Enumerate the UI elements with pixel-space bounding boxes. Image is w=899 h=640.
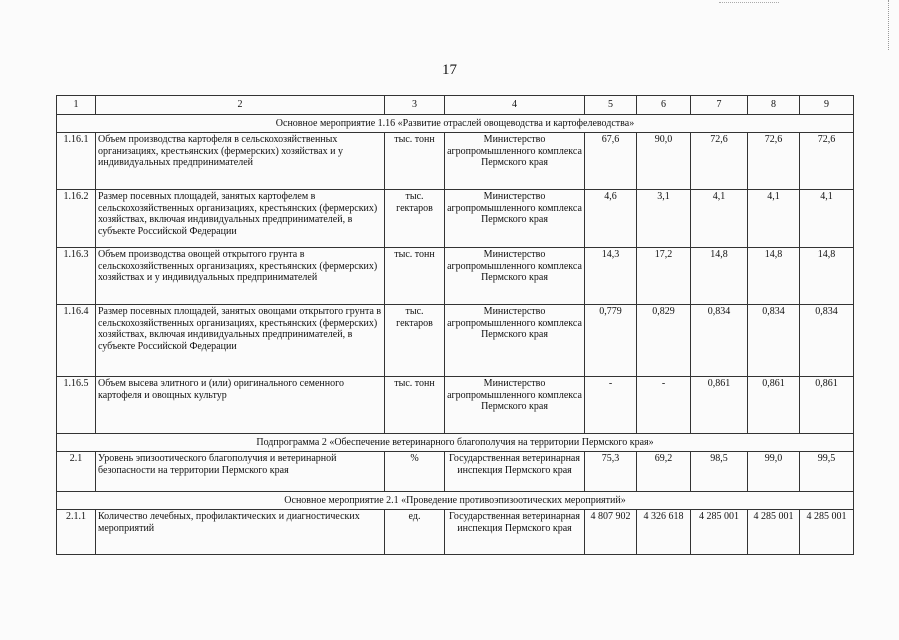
table-header-row [57, 96, 854, 115]
value-cell: 72,6 [691, 133, 748, 190]
value-cell: 0,861 [800, 377, 854, 434]
value-cell: 4,1 [800, 190, 854, 248]
header-cell: 2 [96, 96, 385, 115]
indicator-unit: тыс. тонн [385, 248, 445, 305]
indicator-unit: тыс. тонн [385, 377, 445, 434]
value-cell: - [585, 377, 637, 434]
value-cell: 14,3 [585, 248, 637, 305]
indicator-number: 1.16.5 [57, 377, 96, 434]
section-title: Основное мероприятие 2.1 «Проведение противоэпизоотических мероприятий» [57, 492, 854, 510]
value-cell: 90,0 [637, 133, 691, 190]
indicator-name: Уровень эпизоотического благополучия и ветеринарной безопасности на территории Пермского края [96, 452, 385, 492]
value-cell: 0,829 [637, 305, 691, 377]
table-row [57, 377, 854, 434]
indicator-unit: ед. [385, 510, 445, 555]
table-row [57, 510, 854, 555]
value-cell: 99,0 [748, 452, 800, 492]
section-title: Основное мероприятие 1.16 «Развитие отраслей овощеводства и картофелеводства» [57, 115, 854, 133]
value-cell: 14,8 [691, 248, 748, 305]
responsible-org: Министерство агропромышленного комплекса Пермского края [445, 248, 585, 305]
indicator-number: 1.16.3 [57, 248, 96, 305]
value-cell: 0,834 [748, 305, 800, 377]
indicator-name: Размер посевных площадей, занятых овощами открытого грунта в сельскохозяйственных организациях, крестьянских (фермерских) хозяйствах, включая индивидуальных предпринимателей, в субъекте Российской Федерации [96, 305, 385, 377]
table-row [57, 452, 854, 492]
indicator-unit: тыс. гектаров [385, 190, 445, 248]
header-cell: 3 [385, 96, 445, 115]
value-cell: 0,861 [691, 377, 748, 434]
section-title-row [57, 115, 854, 133]
responsible-org: Государственная ветеринарная инспекция Пермского края [445, 510, 585, 555]
table-row [57, 305, 854, 377]
value-cell: 0,834 [800, 305, 854, 377]
table-row [57, 133, 854, 190]
value-cell: 72,6 [748, 133, 800, 190]
header-cell: 8 [748, 96, 800, 115]
indicator-number: 2.1 [57, 452, 96, 492]
value-cell: 72,6 [800, 133, 854, 190]
indicator-name: Объем высева элитного и (или) оригинального семенного картофеля и овощных культур [96, 377, 385, 434]
responsible-org: Министерство агропромышленного комплекса Пермского края [445, 133, 585, 190]
value-cell: 67,6 [585, 133, 637, 190]
header-cell: 6 [637, 96, 691, 115]
value-cell: 3,1 [637, 190, 691, 248]
scan-edge-mark [882, 0, 889, 50]
indicator-name: Размер посевных площадей, занятых картофелем в сельскохозяйственных организациях, крестьянских (фермерских) хозяйствах, включая индивидуальных предпринимателей, в субъекте Российской Федерации [96, 190, 385, 248]
value-cell: 4 807 902 [585, 510, 637, 555]
value-cell: - [637, 377, 691, 434]
scan-top-mark [719, 2, 779, 3]
indicator-unit: тыс. тонн [385, 133, 445, 190]
indicator-number: 1.16.4 [57, 305, 96, 377]
indicator-unit: тыс. гектаров [385, 305, 445, 377]
indicator-number: 1.16.2 [57, 190, 96, 248]
table-row [57, 190, 854, 248]
value-cell: 4,6 [585, 190, 637, 248]
value-cell: 4,1 [748, 190, 800, 248]
value-cell: 4 285 001 [748, 510, 800, 555]
section-title-row [57, 434, 854, 452]
indicators-table [56, 95, 854, 555]
responsible-org: Министерство агропромышленного комплекса Пермского края [445, 190, 585, 248]
value-cell: 4 285 001 [800, 510, 854, 555]
table-row [57, 248, 854, 305]
value-cell: 4 326 618 [637, 510, 691, 555]
value-cell: 4 285 001 [691, 510, 748, 555]
indicator-number: 2.1.1 [57, 510, 96, 555]
header-cell: 7 [691, 96, 748, 115]
value-cell: 99,5 [800, 452, 854, 492]
header-cell: 5 [585, 96, 637, 115]
section-title-row [57, 492, 854, 510]
page-number: 17 [442, 62, 457, 78]
value-cell: 0,779 [585, 305, 637, 377]
indicator-unit: % [385, 452, 445, 492]
header-cell: 1 [57, 96, 96, 115]
responsible-org: Министерство агропромышленного комплекса Пермского края [445, 377, 585, 434]
indicator-name: Объем производства картофеля в сельскохозяйственных организациях, крестьянских (фермерских) хозяйствах и у индивидуальных предпринимателей [96, 133, 385, 190]
value-cell: 75,3 [585, 452, 637, 492]
indicator-number: 1.16.1 [57, 133, 96, 190]
responsible-org: Министерство агропромышленного комплекса Пермского края [445, 305, 585, 377]
value-cell: 0,834 [691, 305, 748, 377]
value-cell: 17,2 [637, 248, 691, 305]
value-cell: 0,861 [748, 377, 800, 434]
responsible-org: Государственная ветеринарная инспекция Пермского края [445, 452, 585, 492]
header-cell: 9 [800, 96, 854, 115]
value-cell: 4,1 [691, 190, 748, 248]
indicator-name: Объем производства овощей открытого грунта в сельскохозяйственных организациях, крестьянских (фермерских) хозяйствах и у индивидуальных предпринимателей [96, 248, 385, 305]
value-cell: 98,5 [691, 452, 748, 492]
indicator-name: Количество лечебных, профилактических и диагностических мероприятий [96, 510, 385, 555]
value-cell: 14,8 [748, 248, 800, 305]
section-title: Подпрограмма 2 «Обеспечение ветеринарного благополучия на территории Пермского края» [57, 434, 854, 452]
value-cell: 69,2 [637, 452, 691, 492]
header-cell: 4 [445, 96, 585, 115]
value-cell: 14,8 [800, 248, 854, 305]
